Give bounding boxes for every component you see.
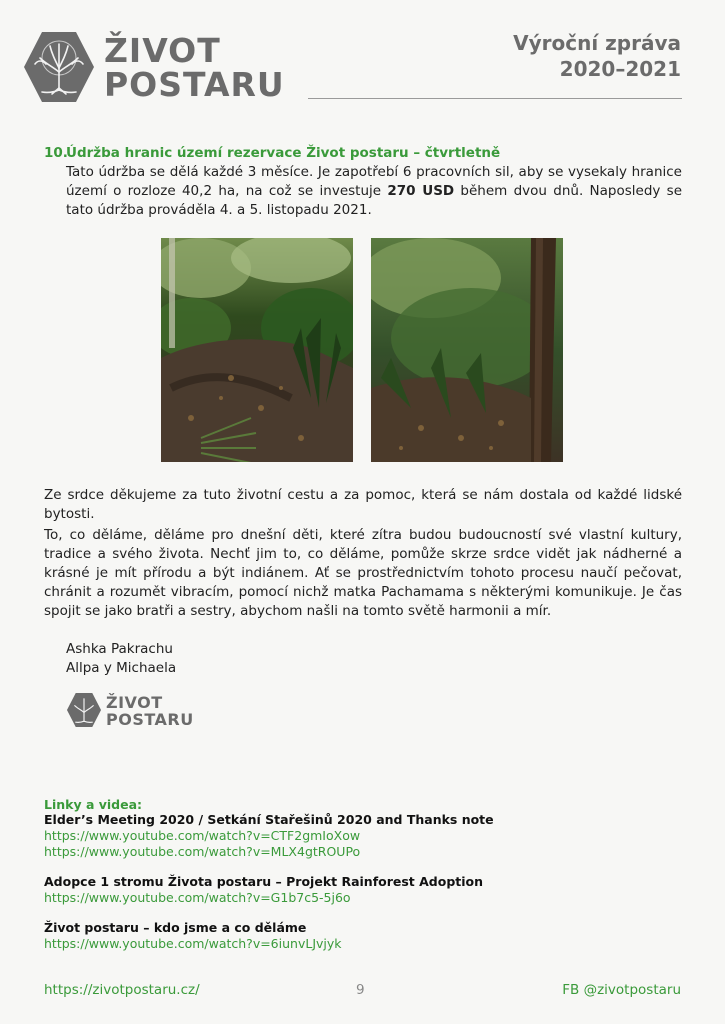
links-heading: Linky a videa: [44,797,143,812]
tree-of-life-icon [66,692,102,728]
mission-paragraph: To, co děláme, děláme pro dnešní děti, které zítra budou budoucností své vlastní kultury, tradice a svého života. Nechť jim to, co děláme, pomůže skrze srdce vidět jak nádherné a krásné je mít přírodu a být indiánem. Ať se prostřednictvím tohoto procesu naučí pečovat, chránit a rozumět vibracím, pomocí nichž matka Pachamama s některými komunikuje. Je čas spojit se jako bratři a sestry, abychom našli na tomto světě harmonii a mír. [44,527,682,619]
section-heading [44,145,500,161]
report-title-line-2: 2020–2021 [559,57,681,81]
page-number: 9 [356,982,365,998]
thanks-paragraph: Ze srdce děkujeme za tuto životní cestu a za pomoc, která se nám dostala od každé lidské bytosti. [44,487,682,522]
link-group-title: Elder’s Meeting 2020 / Setkání Stařešinů 2020 and Thanks note [44,812,494,827]
tree-of-life-icon [22,30,96,104]
forest-undergrowth-photo [371,238,563,462]
logo-line-1: ŽIVOT [104,31,221,70]
video-link[interactable]: https://www.youtube.com/watch?v=6iunvLJvjyk [44,936,342,951]
video-link[interactable]: https://www.youtube.com/watch?v=MLX4gtROUPo [44,844,361,859]
zivot-postaru-logo[interactable] [22,30,285,104]
forest-trail-photo [161,238,353,462]
section-text-start: Tato údržba se dělá každé 3 měsíce. Je zapotřebí 6 pracovních sil, aby se vysekaly hranice území o rozloze 40,2 ha, na což se investuje [66,164,682,199]
signature-line-1: Ashka Pakrachu [66,641,173,657]
report-title [513,30,681,82]
signature-line-2: Allpa y Michaela [66,660,177,676]
logo-line-2: POSTARU [104,65,285,104]
video-link[interactable]: https://www.youtube.com/watch?v=G1b7c5-5j6o [44,890,351,905]
footer-facebook-link[interactable]: FB @zivotpostaru [562,982,681,998]
link-group-title: Život postaru – kdo jsme a co děláme [44,920,307,935]
section-paragraph [66,163,682,220]
small-logo-line-1: ŽIVOT [106,693,163,712]
signature-block [66,640,176,678]
section-title: Údržba hranic území rezervace Život postaru – čtvrtletně [66,145,501,161]
section-number: 10. [44,145,68,161]
investment-amount: 270 USD [387,183,455,199]
small-logo [66,692,206,730]
link-group-title: Adopce 1 stromu Života postaru – Projekt Rainforest Adoption [44,874,484,889]
small-logo-line-2: POSTARU [106,710,194,729]
video-link[interactable]: https://www.youtube.com/watch?v=CTF2gmIoXow [44,828,361,843]
footer-website-link[interactable]: https://zivotpostaru.cz/ [44,982,200,998]
report-title-line-1: Výroční zpráva [513,31,681,55]
logo-wordmark [104,31,285,104]
header-divider [308,98,682,99]
section-text-end: během dvou dnů. Naposledy se tato údržba prováděla 4. a 5. listopadu 2021. [66,183,682,218]
small-logo-wordmark [106,694,194,728]
